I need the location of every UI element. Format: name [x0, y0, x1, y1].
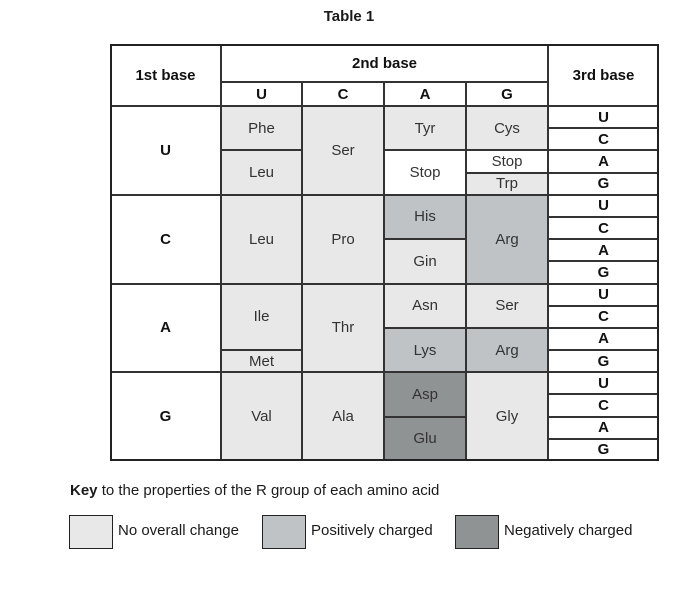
- key-heading-text: to the properties of the R group of each amino acid: [97, 482, 440, 499]
- amino-acid-tyr: Tyr: [384, 106, 466, 150]
- amino-acid-glu: Glu: [384, 417, 466, 461]
- third-base-5: C: [548, 217, 659, 239]
- second-base-2: A: [384, 82, 466, 106]
- positive-swatch: [262, 515, 306, 549]
- second-base-header: 2nd base: [221, 44, 548, 82]
- codon-table: [110, 44, 659, 461]
- amino-acid-leu-c: Leu: [221, 195, 302, 284]
- negative-swatch: [455, 515, 499, 549]
- second-base-0: U: [221, 82, 302, 106]
- third-base-6: A: [548, 239, 659, 261]
- amino-acid-ser-u: Ser: [302, 106, 384, 195]
- amino-acid-lys: Lys: [384, 328, 466, 372]
- third-base-15: G: [548, 439, 659, 461]
- negative-label: Negatively charged: [504, 522, 633, 539]
- amino-acid-leu-u: Leu: [221, 150, 302, 194]
- amino-acid-stop-ug: Stop: [466, 150, 548, 172]
- amino-acid-met: Met: [221, 350, 302, 372]
- amino-acid-thr: Thr: [302, 284, 384, 373]
- amino-acid-ser-a: Ser: [466, 284, 548, 328]
- amino-acid-ala: Ala: [302, 372, 384, 461]
- third-base-3: G: [548, 173, 659, 195]
- amino-acid-arg-a: Arg: [466, 328, 548, 372]
- amino-acid-asp: Asp: [384, 372, 466, 416]
- third-base-1: C: [548, 128, 659, 150]
- third-base-0: U: [548, 106, 659, 128]
- no-change-swatch: [69, 515, 113, 549]
- first-base-2: A: [110, 284, 221, 373]
- no-change-label: No overall change: [118, 522, 239, 539]
- third-base-header: 3rd base: [548, 44, 659, 106]
- first-base-header: 1st base: [110, 44, 221, 106]
- third-base-13: C: [548, 394, 659, 416]
- third-base-14: A: [548, 417, 659, 439]
- third-base-2: A: [548, 150, 659, 172]
- third-base-10: A: [548, 328, 659, 350]
- first-base-0: U: [110, 106, 221, 195]
- second-base-3: G: [466, 82, 548, 106]
- amino-acid-cys: Cys: [466, 106, 548, 150]
- amino-acid-his: His: [384, 195, 466, 239]
- third-base-4: U: [548, 195, 659, 217]
- third-base-7: G: [548, 261, 659, 283]
- amino-acid-pro: Pro: [302, 195, 384, 284]
- amino-acid-gly: Gly: [466, 372, 548, 461]
- amino-acid-stop-ua: Stop: [384, 150, 466, 194]
- third-base-12: U: [548, 372, 659, 394]
- amino-acid-phe: Phe: [221, 106, 302, 150]
- amino-acid-arg-c: Arg: [466, 195, 548, 284]
- table-title: Table 1: [323, 8, 375, 25]
- amino-acid-asn: Asn: [384, 284, 466, 328]
- third-base-9: C: [548, 306, 659, 328]
- amino-acid-val: Val: [221, 372, 302, 461]
- amino-acid-gln: Gin: [384, 239, 466, 283]
- amino-acid-ile: Ile: [221, 284, 302, 351]
- positive-label: Positively charged: [311, 522, 433, 539]
- key-heading-bold: Key: [70, 482, 98, 499]
- third-base-11: G: [548, 350, 659, 372]
- key-heading: [70, 482, 439, 499]
- first-base-1: C: [110, 195, 221, 284]
- third-base-8: U: [548, 284, 659, 306]
- second-base-1: C: [302, 82, 384, 106]
- first-base-3: G: [110, 372, 221, 461]
- amino-acid-trp: Trp: [466, 173, 548, 195]
